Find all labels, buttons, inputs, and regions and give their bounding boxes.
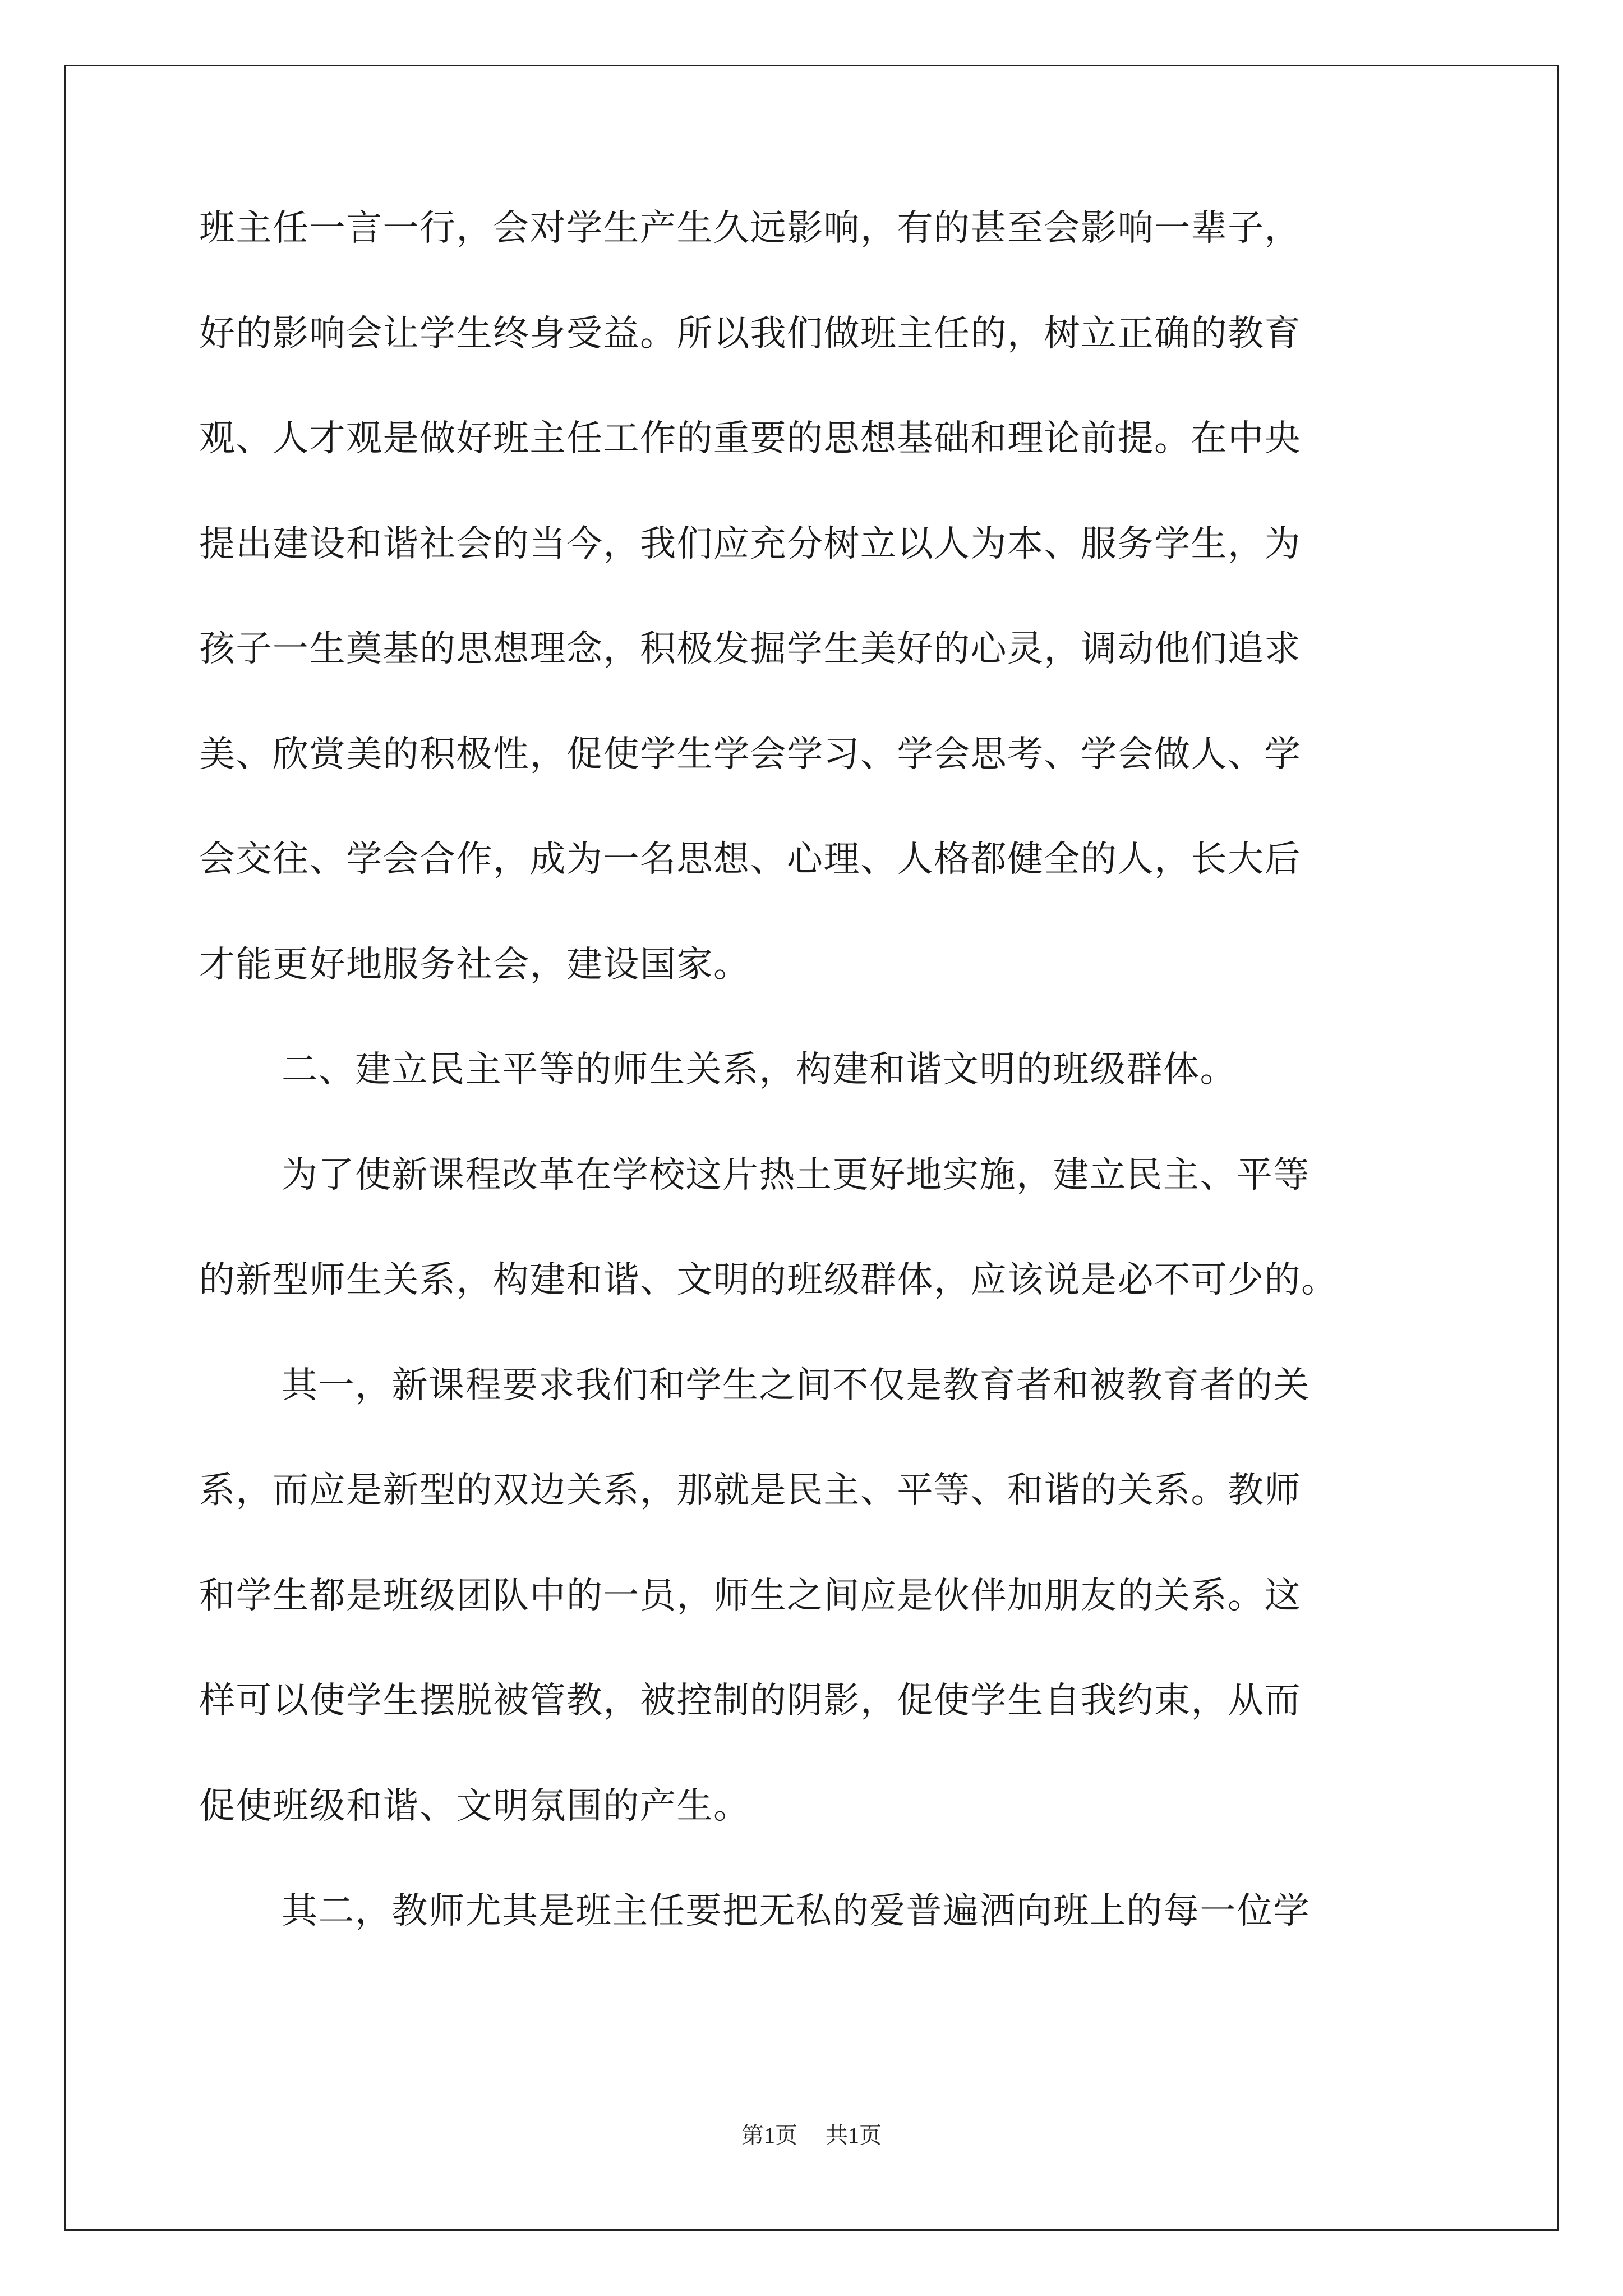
text-line-16: 促使班级和谐、文明氛围的产生。: [199, 1785, 750, 1827]
text-line-11: 的新型师生关系，构建和谐、文明的班级群体，应该说是必不可少的。: [199, 1259, 1338, 1301]
text-line-7: 会交往、学会合作，成为一名思想、心理、人格都健全的人，长大后: [199, 839, 1301, 880]
text-line-10: 为了使新课程改革在学校这片热土更好地实施，建立民主、平等: [282, 1154, 1310, 1196]
page-number-total: 共1页: [826, 2123, 882, 2148]
text-line-8: 才能更好地服务社会，建设国家。: [199, 944, 750, 986]
text-line-4: 提出建设和谐社会的当今，我们应充分树立以人为本、服务学生，为: [199, 523, 1301, 565]
section-heading: 二、建立民主平等的师生关系，构建和谐文明的班级群体。: [282, 1049, 1237, 1091]
text-line-13: 系，而应是新型的双边关系，那就是民主、平等、和谐的关系。教师: [199, 1470, 1301, 1511]
text-line-6: 美、欣赏美的积极性，促使学生学会学习、学会思考、学会做人、学: [199, 733, 1301, 775]
text-line-12: 其一，新课程要求我们和学生之间不仅是教育者和被教育者的关: [282, 1364, 1310, 1406]
page-number-current: 第1页: [741, 2123, 797, 2148]
text-line-1: 班主任一言一行，会对学生产生久远影响，有的甚至会影响一辈子，: [199, 208, 1301, 249]
text-line-3: 观、人才观是做好班主任工作的重要的思想基础和理论前提。在中央: [199, 418, 1301, 459]
text-line-17: 其二，教师尤其是班主任要把无私的爱普遍洒向班上的每一位学: [282, 1890, 1310, 1932]
page-footer: [0, 2122, 1623, 2150]
text-line-2: 好的影响会让学生终身受益。所以我们做班主任的，树立正确的教育: [199, 312, 1301, 355]
text-line-15: 样可以使学生摆脱被管教，被控制的阴影，促使学生自我约束，从而: [199, 1680, 1301, 1722]
document-body: [199, 209, 1433, 1997]
text-line-5: 孩子一生奠基的思想理念，积极发掘学生美好的心灵，调动他们追求: [199, 628, 1301, 670]
text-line-14: 和学生都是班级团队中的一员，师生之间应是伙伴加朋友的关系。这: [199, 1575, 1301, 1617]
